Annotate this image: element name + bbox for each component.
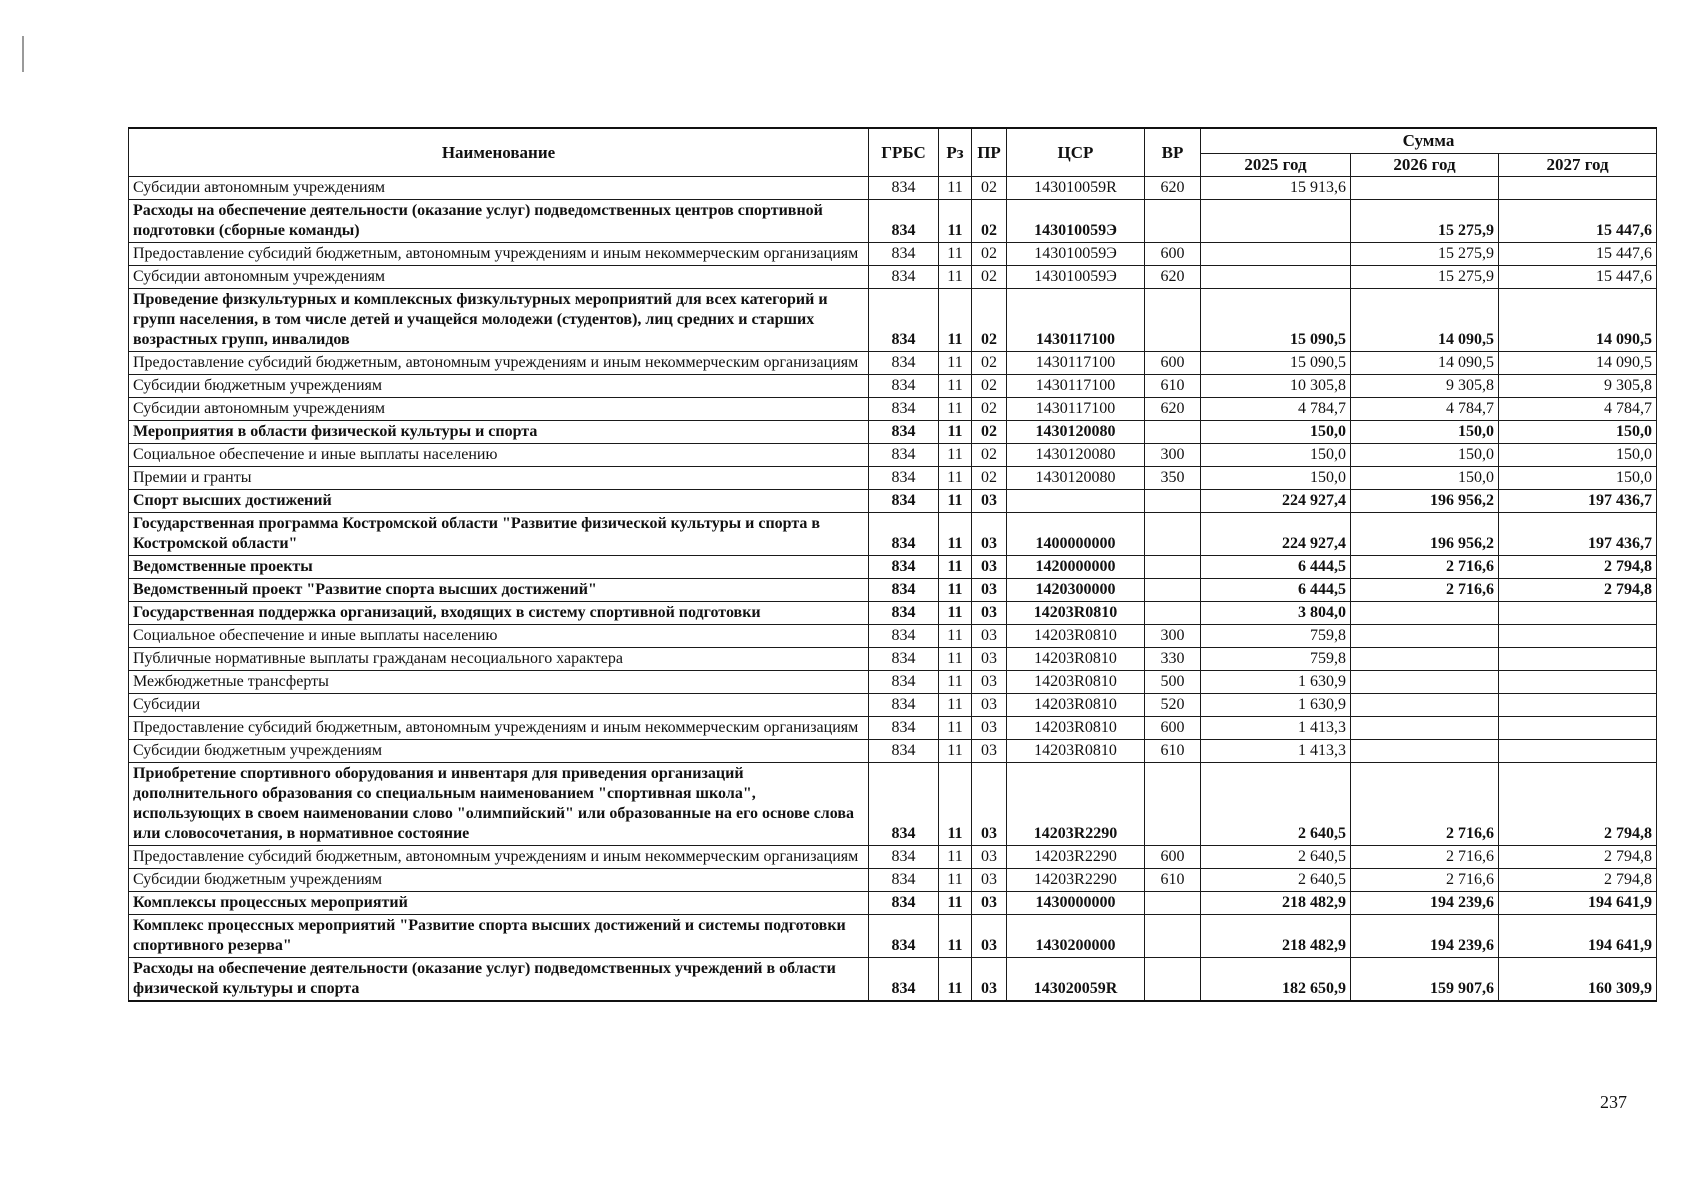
cell-2025: 218 482,9 bbox=[1201, 915, 1351, 958]
cell-rz: 11 bbox=[939, 398, 972, 421]
cell-vr bbox=[1145, 958, 1201, 1002]
cell-csr: 1400000000 bbox=[1007, 513, 1145, 556]
cell-2026: 196 956,2 bbox=[1351, 490, 1499, 513]
cell-2027: 14 090,5 bbox=[1499, 289, 1657, 352]
header-grbs: ГРБС bbox=[869, 128, 939, 177]
cell-2026: 196 956,2 bbox=[1351, 513, 1499, 556]
cell-2027: 15 447,6 bbox=[1499, 266, 1657, 289]
cell-rz: 11 bbox=[939, 177, 972, 200]
cell-2026: 2 716,6 bbox=[1351, 556, 1499, 579]
cell-2025: 6 444,5 bbox=[1201, 556, 1351, 579]
cell-2026 bbox=[1351, 602, 1499, 625]
cell-grbs: 834 bbox=[869, 289, 939, 352]
cell-csr: 14203R0810 bbox=[1007, 717, 1145, 740]
cell-2027: 15 447,6 bbox=[1499, 243, 1657, 266]
cell-vr: 600 bbox=[1145, 846, 1201, 869]
table-row bbox=[129, 869, 1657, 892]
cell-2026: 9 305,8 bbox=[1351, 375, 1499, 398]
cell-pr: 03 bbox=[972, 513, 1007, 556]
cell-csr bbox=[1007, 490, 1145, 513]
cell-vr: 620 bbox=[1145, 177, 1201, 200]
cell-name: Субсидии бюджетным учреждениям bbox=[129, 375, 869, 398]
cell-grbs: 834 bbox=[869, 177, 939, 200]
cell-rz: 11 bbox=[939, 289, 972, 352]
cell-2025: 2 640,5 bbox=[1201, 869, 1351, 892]
table-row bbox=[129, 892, 1657, 915]
cell-2026 bbox=[1351, 740, 1499, 763]
table-row bbox=[129, 177, 1657, 200]
cell-grbs: 834 bbox=[869, 671, 939, 694]
table-row bbox=[129, 243, 1657, 266]
cell-rz: 11 bbox=[939, 869, 972, 892]
cell-vr bbox=[1145, 915, 1201, 958]
cell-name: Ведомственные проекты bbox=[129, 556, 869, 579]
cell-2026: 159 907,6 bbox=[1351, 958, 1499, 1002]
cell-grbs: 834 bbox=[869, 846, 939, 869]
cell-csr: 1430117100 bbox=[1007, 352, 1145, 375]
cell-name: Предоставление субсидий бюджетным, автономным учреждениям и иным некоммерческим организациям bbox=[129, 717, 869, 740]
cell-2026: 15 275,9 bbox=[1351, 243, 1499, 266]
cell-rz: 11 bbox=[939, 846, 972, 869]
cell-grbs: 834 bbox=[869, 513, 939, 556]
cell-2027: 2 794,8 bbox=[1499, 869, 1657, 892]
cell-pr: 02 bbox=[972, 352, 1007, 375]
cell-2027: 197 436,7 bbox=[1499, 490, 1657, 513]
cell-pr: 03 bbox=[972, 671, 1007, 694]
cell-2027: 150,0 bbox=[1499, 421, 1657, 444]
cell-2027 bbox=[1499, 694, 1657, 717]
cell-2026 bbox=[1351, 648, 1499, 671]
cell-2027 bbox=[1499, 648, 1657, 671]
cell-vr bbox=[1145, 556, 1201, 579]
cell-grbs: 834 bbox=[869, 243, 939, 266]
cell-grbs: 834 bbox=[869, 602, 939, 625]
cell-2025: 150,0 bbox=[1201, 467, 1351, 490]
cell-2025: 2 640,5 bbox=[1201, 846, 1351, 869]
cell-name: Приобретение спортивного оборудования и инвентаря для приведения организаций дополнительного образования со специальным наименованием "спортивная школа", использующих в своем наименовании слово "олимпийский" или образованные на его основе слова или словосочетания, в нормативное состояние bbox=[129, 763, 869, 846]
cell-2025: 1 630,9 bbox=[1201, 694, 1351, 717]
table-row bbox=[129, 444, 1657, 467]
cell-grbs: 834 bbox=[869, 717, 939, 740]
cell-2026 bbox=[1351, 671, 1499, 694]
cell-pr: 03 bbox=[972, 915, 1007, 958]
cell-pr: 02 bbox=[972, 398, 1007, 421]
cell-name: Межбюджетные трансферты bbox=[129, 671, 869, 694]
table-row bbox=[129, 352, 1657, 375]
cell-name: Предоставление субсидий бюджетным, автономным учреждениям и иным некоммерческим организациям bbox=[129, 352, 869, 375]
cell-2025: 224 927,4 bbox=[1201, 490, 1351, 513]
cell-2025: 15 090,5 bbox=[1201, 289, 1351, 352]
cell-2025: 3 804,0 bbox=[1201, 602, 1351, 625]
table-row bbox=[129, 289, 1657, 352]
cell-rz: 11 bbox=[939, 763, 972, 846]
cell-csr: 14203R0810 bbox=[1007, 625, 1145, 648]
cell-name: Комплексы процессных мероприятий bbox=[129, 892, 869, 915]
cell-2027: 4 784,7 bbox=[1499, 398, 1657, 421]
cell-name: Государственная программа Костромской области "Развитие физической культуры и спорта в Костромской области" bbox=[129, 513, 869, 556]
cell-2025: 15 090,5 bbox=[1201, 352, 1351, 375]
cell-grbs: 834 bbox=[869, 556, 939, 579]
table-row bbox=[129, 763, 1657, 846]
cell-vr: 600 bbox=[1145, 243, 1201, 266]
cell-2027 bbox=[1499, 717, 1657, 740]
table-row bbox=[129, 467, 1657, 490]
cell-csr: 1430000000 bbox=[1007, 892, 1145, 915]
cell-grbs: 834 bbox=[869, 200, 939, 243]
cell-vr: 300 bbox=[1145, 625, 1201, 648]
cell-2027: 194 641,9 bbox=[1499, 892, 1657, 915]
cell-2025 bbox=[1201, 243, 1351, 266]
cell-2026 bbox=[1351, 694, 1499, 717]
cell-vr: 500 bbox=[1145, 671, 1201, 694]
cell-rz: 11 bbox=[939, 740, 972, 763]
cell-2027 bbox=[1499, 602, 1657, 625]
cell-grbs: 834 bbox=[869, 892, 939, 915]
cell-2025: 6 444,5 bbox=[1201, 579, 1351, 602]
cell-grbs: 834 bbox=[869, 958, 939, 1002]
cell-pr: 03 bbox=[972, 958, 1007, 1002]
cell-vr: 610 bbox=[1145, 740, 1201, 763]
cell-vr bbox=[1145, 579, 1201, 602]
cell-vr: 350 bbox=[1145, 467, 1201, 490]
cell-csr: 1430117100 bbox=[1007, 375, 1145, 398]
cell-2027: 150,0 bbox=[1499, 467, 1657, 490]
cell-grbs: 834 bbox=[869, 467, 939, 490]
cell-2026: 2 716,6 bbox=[1351, 579, 1499, 602]
table-row bbox=[129, 671, 1657, 694]
cell-2027: 150,0 bbox=[1499, 444, 1657, 467]
cell-pr: 02 bbox=[972, 421, 1007, 444]
cell-grbs: 834 bbox=[869, 352, 939, 375]
cell-csr: 1430120080 bbox=[1007, 444, 1145, 467]
cell-2027 bbox=[1499, 177, 1657, 200]
cell-csr: 14203R2290 bbox=[1007, 763, 1145, 846]
table-row bbox=[129, 625, 1657, 648]
cell-grbs: 834 bbox=[869, 740, 939, 763]
table-row bbox=[129, 556, 1657, 579]
table-row bbox=[129, 740, 1657, 763]
cell-name: Премии и гранты bbox=[129, 467, 869, 490]
cell-pr: 02 bbox=[972, 375, 1007, 398]
cell-rz: 11 bbox=[939, 200, 972, 243]
cell-vr: 620 bbox=[1145, 266, 1201, 289]
cell-2026: 194 239,6 bbox=[1351, 892, 1499, 915]
cell-csr: 14203R0810 bbox=[1007, 602, 1145, 625]
table-row bbox=[129, 375, 1657, 398]
cell-2027: 194 641,9 bbox=[1499, 915, 1657, 958]
cell-grbs: 834 bbox=[869, 625, 939, 648]
header-pr: ПР bbox=[972, 128, 1007, 177]
cell-csr: 143010059R bbox=[1007, 177, 1145, 200]
cell-pr: 03 bbox=[972, 556, 1007, 579]
table-row bbox=[129, 958, 1657, 1002]
cell-pr: 02 bbox=[972, 200, 1007, 243]
cell-vr: 520 bbox=[1145, 694, 1201, 717]
cell-csr: 14203R0810 bbox=[1007, 740, 1145, 763]
cell-vr bbox=[1145, 513, 1201, 556]
cell-csr: 1430120080 bbox=[1007, 421, 1145, 444]
table-row bbox=[129, 717, 1657, 740]
cell-pr: 03 bbox=[972, 694, 1007, 717]
cell-rz: 11 bbox=[939, 958, 972, 1002]
cell-vr: 300 bbox=[1145, 444, 1201, 467]
cell-csr: 1430117100 bbox=[1007, 289, 1145, 352]
cell-name: Предоставление субсидий бюджетным, автономным учреждениям и иным некоммерческим организациям bbox=[129, 243, 869, 266]
cell-csr: 143010059Э bbox=[1007, 243, 1145, 266]
cell-name: Субсидии бюджетным учреждениям bbox=[129, 740, 869, 763]
cell-2025: 1 413,3 bbox=[1201, 740, 1351, 763]
cell-2026: 150,0 bbox=[1351, 421, 1499, 444]
cell-pr: 02 bbox=[972, 266, 1007, 289]
cell-rz: 11 bbox=[939, 915, 972, 958]
table-row bbox=[129, 421, 1657, 444]
cell-vr bbox=[1145, 200, 1201, 243]
cell-pr: 03 bbox=[972, 625, 1007, 648]
cell-csr: 1430117100 bbox=[1007, 398, 1145, 421]
cell-csr: 1420300000 bbox=[1007, 579, 1145, 602]
cell-2025: 182 650,9 bbox=[1201, 958, 1351, 1002]
cell-name: Субсидии автономным учреждениям bbox=[129, 266, 869, 289]
cell-2025: 10 305,8 bbox=[1201, 375, 1351, 398]
table-row bbox=[129, 694, 1657, 717]
cell-rz: 11 bbox=[939, 648, 972, 671]
cell-rz: 11 bbox=[939, 375, 972, 398]
cell-pr: 02 bbox=[972, 243, 1007, 266]
cell-pr: 03 bbox=[972, 602, 1007, 625]
cell-grbs: 834 bbox=[869, 694, 939, 717]
cell-rz: 11 bbox=[939, 694, 972, 717]
table-row bbox=[129, 648, 1657, 671]
header-name: Наименование bbox=[129, 128, 869, 177]
cell-pr: 03 bbox=[972, 763, 1007, 846]
cell-name: Расходы на обеспечение деятельности (оказание услуг) подведомственных центров спортивной подготовки (сборные команды) bbox=[129, 200, 869, 243]
cell-2025: 1 413,3 bbox=[1201, 717, 1351, 740]
cell-vr bbox=[1145, 602, 1201, 625]
cell-rz: 11 bbox=[939, 421, 972, 444]
cell-vr: 330 bbox=[1145, 648, 1201, 671]
cell-2025: 1 630,9 bbox=[1201, 671, 1351, 694]
cell-rz: 11 bbox=[939, 490, 972, 513]
cell-vr bbox=[1145, 289, 1201, 352]
cell-pr: 03 bbox=[972, 579, 1007, 602]
cell-2025: 759,8 bbox=[1201, 648, 1351, 671]
cell-2026 bbox=[1351, 177, 1499, 200]
cell-2025: 2 640,5 bbox=[1201, 763, 1351, 846]
cell-2027: 2 794,8 bbox=[1499, 556, 1657, 579]
table-row bbox=[129, 266, 1657, 289]
cell-rz: 11 bbox=[939, 556, 972, 579]
cell-2027: 197 436,7 bbox=[1499, 513, 1657, 556]
cell-grbs: 834 bbox=[869, 490, 939, 513]
cell-csr: 14203R0810 bbox=[1007, 694, 1145, 717]
cell-rz: 11 bbox=[939, 467, 972, 490]
cell-rz: 11 bbox=[939, 671, 972, 694]
cell-pr: 03 bbox=[972, 740, 1007, 763]
cell-2025: 15 913,6 bbox=[1201, 177, 1351, 200]
cell-2026: 2 716,6 bbox=[1351, 763, 1499, 846]
cell-rz: 11 bbox=[939, 444, 972, 467]
cell-csr: 143020059R bbox=[1007, 958, 1145, 1002]
cell-vr: 600 bbox=[1145, 352, 1201, 375]
cell-csr: 14203R2290 bbox=[1007, 846, 1145, 869]
cell-grbs: 834 bbox=[869, 579, 939, 602]
cell-vr bbox=[1145, 892, 1201, 915]
cell-2027: 2 794,8 bbox=[1499, 763, 1657, 846]
cell-2026: 14 090,5 bbox=[1351, 352, 1499, 375]
cell-2027: 2 794,8 bbox=[1499, 579, 1657, 602]
cell-2027 bbox=[1499, 671, 1657, 694]
cell-name: Мероприятия в области физической культуры и спорта bbox=[129, 421, 869, 444]
cell-rz: 11 bbox=[939, 717, 972, 740]
cell-2026: 2 716,6 bbox=[1351, 846, 1499, 869]
cell-name: Спорт высших достижений bbox=[129, 490, 869, 513]
cell-csr: 1420000000 bbox=[1007, 556, 1145, 579]
cell-2025: 150,0 bbox=[1201, 421, 1351, 444]
cell-2025: 224 927,4 bbox=[1201, 513, 1351, 556]
cell-csr: 14203R2290 bbox=[1007, 869, 1145, 892]
cell-name: Проведение физкультурных и комплексных физкультурных мероприятий для всех категорий и групп населения, в том числе детей и учащейся молодежи (студентов), лиц средних и старших возрастных групп, инвалидов bbox=[129, 289, 869, 352]
cell-rz: 11 bbox=[939, 892, 972, 915]
cell-grbs: 834 bbox=[869, 398, 939, 421]
cell-vr: 610 bbox=[1145, 869, 1201, 892]
header-csr: ЦСР bbox=[1007, 128, 1145, 177]
cell-csr: 1430120080 bbox=[1007, 467, 1145, 490]
scan-edge-mark bbox=[22, 36, 24, 72]
table-row bbox=[129, 490, 1657, 513]
cell-csr: 143010059Э bbox=[1007, 266, 1145, 289]
cell-grbs: 834 bbox=[869, 421, 939, 444]
cell-2025: 218 482,9 bbox=[1201, 892, 1351, 915]
cell-pr: 03 bbox=[972, 892, 1007, 915]
cell-name: Ведомственный проект "Развитие спорта высших достижений" bbox=[129, 579, 869, 602]
cell-grbs: 834 bbox=[869, 915, 939, 958]
cell-2026: 150,0 bbox=[1351, 444, 1499, 467]
cell-rz: 11 bbox=[939, 602, 972, 625]
header-year-2026: 2026 год bbox=[1351, 154, 1499, 177]
cell-2027: 14 090,5 bbox=[1499, 352, 1657, 375]
cell-pr: 03 bbox=[972, 648, 1007, 671]
cell-2026: 150,0 bbox=[1351, 467, 1499, 490]
cell-vr bbox=[1145, 490, 1201, 513]
cell-grbs: 834 bbox=[869, 375, 939, 398]
cell-csr: 14203R0810 bbox=[1007, 671, 1145, 694]
budget-table bbox=[128, 127, 1657, 1002]
cell-2026: 15 275,9 bbox=[1351, 200, 1499, 243]
cell-name: Субсидии автономным учреждениям bbox=[129, 398, 869, 421]
cell-2025: 759,8 bbox=[1201, 625, 1351, 648]
cell-pr: 03 bbox=[972, 846, 1007, 869]
cell-2027: 160 309,9 bbox=[1499, 958, 1657, 1002]
cell-name: Социальное обеспечение и иные выплаты населению bbox=[129, 444, 869, 467]
cell-name: Субсидии bbox=[129, 694, 869, 717]
cell-2026: 2 716,6 bbox=[1351, 869, 1499, 892]
cell-2027 bbox=[1499, 625, 1657, 648]
cell-vr: 620 bbox=[1145, 398, 1201, 421]
cell-vr bbox=[1145, 763, 1201, 846]
cell-csr: 14203R0810 bbox=[1007, 648, 1145, 671]
cell-name: Субсидии автономным учреждениям bbox=[129, 177, 869, 200]
header-year-2027: 2027 год bbox=[1499, 154, 1657, 177]
table-row bbox=[129, 602, 1657, 625]
cell-2026: 14 090,5 bbox=[1351, 289, 1499, 352]
cell-pr: 02 bbox=[972, 467, 1007, 490]
cell-2027: 2 794,8 bbox=[1499, 846, 1657, 869]
cell-rz: 11 bbox=[939, 625, 972, 648]
cell-2025 bbox=[1201, 200, 1351, 243]
cell-name: Субсидии бюджетным учреждениям bbox=[129, 869, 869, 892]
cell-pr: 02 bbox=[972, 289, 1007, 352]
cell-2026: 4 784,7 bbox=[1351, 398, 1499, 421]
cell-2025 bbox=[1201, 266, 1351, 289]
table-row bbox=[129, 915, 1657, 958]
cell-name: Расходы на обеспечение деятельности (оказание услуг) подведомственных учреждений в области физической культуры и спорта bbox=[129, 958, 869, 1002]
header-rz: Рз bbox=[939, 128, 972, 177]
cell-vr: 600 bbox=[1145, 717, 1201, 740]
cell-2026 bbox=[1351, 717, 1499, 740]
table-row bbox=[129, 513, 1657, 556]
cell-rz: 11 bbox=[939, 266, 972, 289]
cell-csr: 143010059Э bbox=[1007, 200, 1145, 243]
cell-csr: 1430200000 bbox=[1007, 915, 1145, 958]
cell-rz: 11 bbox=[939, 243, 972, 266]
cell-rz: 11 bbox=[939, 513, 972, 556]
cell-name: Публичные нормативные выплаты гражданам несоциального характера bbox=[129, 648, 869, 671]
cell-name: Комплекс процессных мероприятий "Развитие спорта высших достижений и системы подготовки спортивного резерва" bbox=[129, 915, 869, 958]
cell-pr: 03 bbox=[972, 717, 1007, 740]
cell-name: Государственная поддержка организаций, входящих в систему спортивной подготовки bbox=[129, 602, 869, 625]
table-row bbox=[129, 846, 1657, 869]
cell-pr: 02 bbox=[972, 177, 1007, 200]
cell-2026 bbox=[1351, 625, 1499, 648]
cell-name: Предоставление субсидий бюджетным, автономным учреждениям и иным некоммерческим организациям bbox=[129, 846, 869, 869]
cell-rz: 11 bbox=[939, 352, 972, 375]
cell-2026: 194 239,6 bbox=[1351, 915, 1499, 958]
cell-pr: 02 bbox=[972, 444, 1007, 467]
page-number: 237 bbox=[1600, 1092, 1627, 1112]
cell-grbs: 834 bbox=[869, 869, 939, 892]
table-row bbox=[129, 398, 1657, 421]
cell-2025: 4 784,7 bbox=[1201, 398, 1351, 421]
header-vr: ВР bbox=[1145, 128, 1201, 177]
header-year-2025: 2025 год bbox=[1201, 154, 1351, 177]
cell-vr bbox=[1145, 421, 1201, 444]
table-row bbox=[129, 579, 1657, 602]
cell-grbs: 834 bbox=[869, 763, 939, 846]
cell-2027: 9 305,8 bbox=[1499, 375, 1657, 398]
cell-pr: 03 bbox=[972, 490, 1007, 513]
header-sum: Сумма bbox=[1201, 128, 1657, 154]
cell-name: Социальное обеспечение и иные выплаты населению bbox=[129, 625, 869, 648]
cell-pr: 03 bbox=[972, 869, 1007, 892]
cell-grbs: 834 bbox=[869, 648, 939, 671]
cell-grbs: 834 bbox=[869, 444, 939, 467]
cell-2027 bbox=[1499, 740, 1657, 763]
cell-2027: 15 447,6 bbox=[1499, 200, 1657, 243]
cell-vr: 610 bbox=[1145, 375, 1201, 398]
cell-2025: 150,0 bbox=[1201, 444, 1351, 467]
table-row bbox=[129, 200, 1657, 243]
cell-rz: 11 bbox=[939, 579, 972, 602]
cell-grbs: 834 bbox=[869, 266, 939, 289]
cell-2026: 15 275,9 bbox=[1351, 266, 1499, 289]
budget-table-body bbox=[129, 177, 1657, 1002]
